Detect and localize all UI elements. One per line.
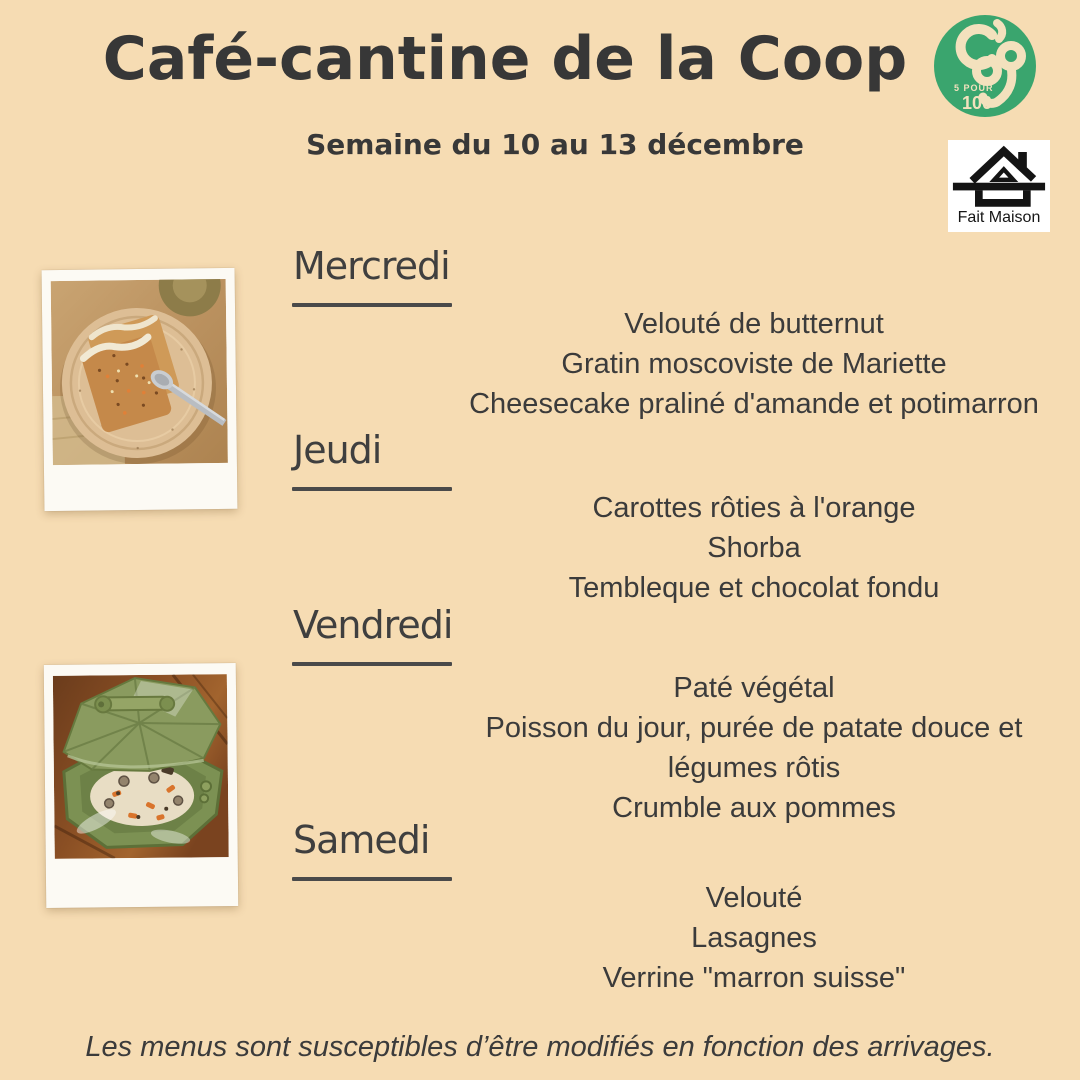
menu-items-vendredi [428, 668, 1080, 828]
menu-item: Verrine "marron suisse" [602, 962, 906, 994]
coop-logo [933, 14, 1037, 118]
soup-tureen-photo-illustration [53, 674, 229, 859]
menu-item: Cheesecake praliné d'amande et potimarron [469, 388, 1039, 420]
day-section-vendredi [293, 603, 452, 666]
day-section-samedi [293, 818, 452, 881]
day-section-mercredi [293, 244, 452, 307]
menu-item: Velouté de butternut [624, 308, 884, 340]
day-heading-vendredi: Vendredi [293, 603, 453, 647]
menu-item: Carottes rôties à l'orange [592, 492, 916, 524]
coop-logo-line2: 100 [962, 93, 993, 113]
fait-maison-label: Fait Maison [957, 209, 1041, 226]
menu-item: Paté végétal [673, 672, 835, 704]
menu-item: Crumble aux pommes [612, 792, 896, 824]
coop-5pour100-icon [933, 14, 1037, 118]
menu-item: Velouté [705, 882, 803, 914]
coop-logo-line1: 5 POUR [954, 83, 994, 93]
page-title: Café-cantine de la Coop [102, 24, 908, 94]
day-heading-jeudi: Jeudi [293, 428, 382, 472]
menu-item: Shorba [707, 532, 801, 564]
photo-soup-tureen [44, 663, 239, 908]
fait-maison-logo [948, 140, 1050, 232]
menu-item: Lasagnes [691, 922, 817, 954]
menu-item: Gratin moscoviste de Mariette [561, 348, 947, 380]
photo-carrot-cake [42, 268, 238, 511]
menu-item: Tembleque et chocolat fondu [568, 572, 940, 604]
menu-items-samedi [428, 878, 1080, 998]
menu-item: Poisson du jour, purée de patate douce et légumes rôtis [485, 712, 1023, 784]
day-section-jeudi [293, 428, 452, 491]
menu-items-mercredi [428, 304, 1080, 424]
fait-maison-house-pan-icon [951, 144, 1047, 208]
day-underline [292, 662, 452, 666]
carrot-cake-photo-illustration [51, 279, 228, 465]
menu-items-jeudi [428, 488, 1080, 608]
menu-disclaimer: Les menus sont susceptibles d’être modifiés en fonction des arrivages. [85, 1031, 995, 1063]
day-heading-mercredi: Mercredi [293, 244, 450, 288]
day-heading-samedi: Samedi [293, 818, 430, 862]
page-subtitle: Semaine du 10 au 13 décembre [306, 128, 804, 161]
